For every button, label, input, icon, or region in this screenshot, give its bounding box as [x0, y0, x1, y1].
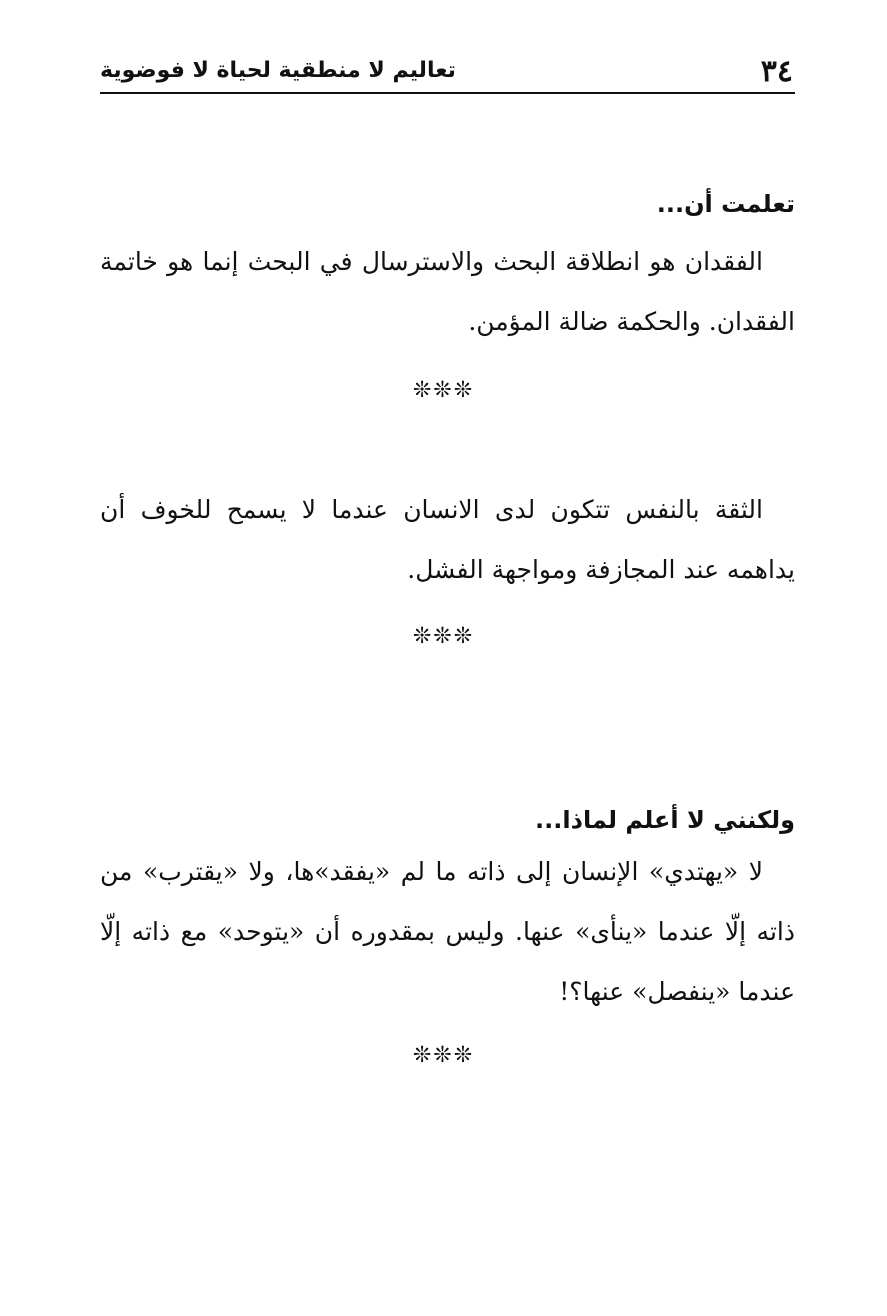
section-separator: ❊❊❊	[412, 624, 475, 649]
paragraph: الثقة بالنفس تتكون لدى الانسان عندما لا يسمح للخوف أن يداهمه عند المجازفة ومواجهة الفشل.	[100, 495, 795, 584]
page-header	[100, 52, 795, 94]
section-learned-body	[100, 232, 795, 352]
section-learned	[100, 184, 795, 224]
running-title: تعاليم لا منطقية لحياة لا فوضوية	[100, 58, 456, 83]
section-heading: ولكنني لا أعلم لماذا...	[535, 806, 795, 834]
section-separator: ❊❊❊	[412, 378, 475, 403]
paragraph: الفقدان هو انطلاقة البحث والاسترسال في البحث إنما هو خاتمة الفقدان. والحكمة ضالة المؤمن.	[100, 247, 795, 336]
page-number: ٣٤	[760, 54, 793, 89]
section-self-confidence	[100, 480, 795, 600]
paragraph: لا «يهتدي» الإنسان إلى ذاته ما لم «يفقد»ها، ولا «يقترب» من ذاته إلّا عندما «ينأى» عنها. وليس بمقدوره أن «يتوحد» مع ذاته إلّا عندما «ينفصل» عنها؟!	[100, 857, 795, 1006]
section-separator: ❊❊❊	[412, 1043, 475, 1068]
section-dont-know	[100, 800, 795, 840]
section-heading: تعلمت أن...	[656, 190, 795, 218]
section-dont-know-body	[100, 842, 795, 1022]
